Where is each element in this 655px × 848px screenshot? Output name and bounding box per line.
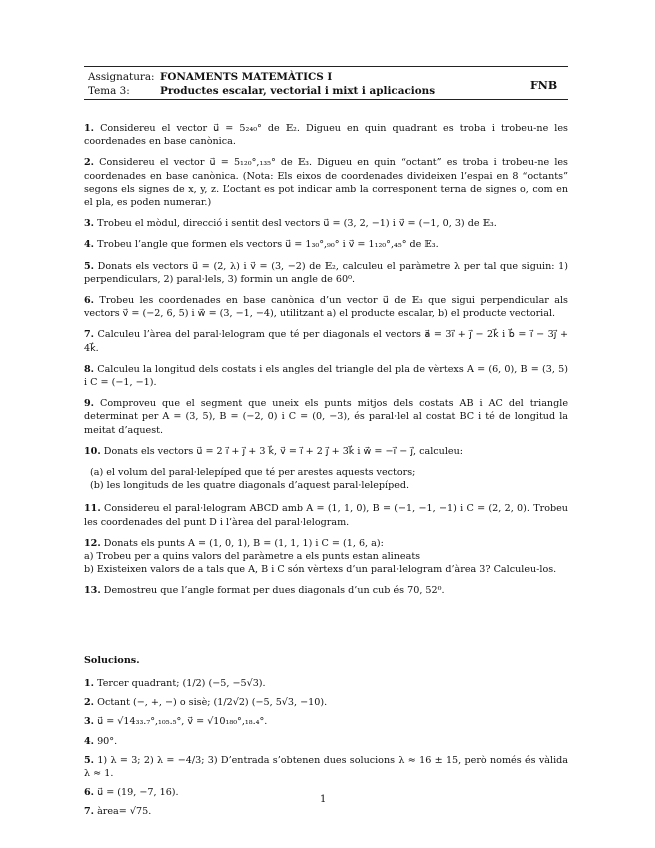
problem-12-item-b: b) Existeixen valors de a tals que A, B i C són vèrtexs d’un paral·lelogram d’àrea 3? Calculeu-los. [84,564,557,576]
subject-row [88,70,568,84]
solution-3 [84,715,568,728]
problem-text: Considereu el vector u⃗ = 5₂₄₀° de 𝔼₂. Digueu en quin quadrant es troba i trobeu-ne les coordenades en base canònica. [84,123,568,148]
problem-text: Considereu el vector u⃗ = 5₁₂₀°,₁₃₅° de 𝔼₃. Digueu en quin “octant” es troba i trobeu-ne les coordenades en base canònica. (Nota: Els eixos de coordenades divideixen l’espai en 8 “octants” segons els signes de x, y, z. L’octant es pot indicar amb la corresponent terna de signes o, com en el pla, es poden numerar.) [84,157,568,209]
solutions-title: Solucions. [84,654,140,666]
solution-number: 1. [84,677,95,689]
problem-text: Trobeu les coordenades en base canònica d’un vector u⃗ de 𝔼₃ que sigui perpendicular als vectors v⃗ = (−2, 6, 5) i w⃗ = (3, −1, −4), utilitzant a) el producte escalar, b) el producte vectorial. [84,295,568,320]
solution-number: 7. [84,806,95,818]
problem-text: Trobeu el mòdul, direcció i sentit desl vectors u⃗ = (3, 2, −1) i v⃗ = (−1, 0, 3) de 𝔼₃. [97,218,497,230]
problem-number: 8. [84,363,95,375]
problem-text: Considereu el paral·lelogram ABCD amb A = (1, 1, 0), B = (−1, −1, −1) i C = (2, 2, 0). Trobeu les coordenades del punt D i l’àrea del paral·lelogram. [84,503,568,528]
solution-number: 2. [84,697,95,709]
header-right-code: FNB [530,79,558,92]
problem-text: Donats els punts A = (1, 0, 1), B = (1, 1, 1) i C = (1, 6, a): [103,537,384,549]
solution-text: u⃗ = √14₃₃.₇°,₁₀₅.₅°, v⃗ = √10₁₈₀°,₁₈.₄°. [97,716,268,728]
problem-5 [84,260,568,286]
solution-text: àrea= √75. [97,806,152,818]
problem-number: 9. [84,398,95,410]
problem-text: Demostreu que l’angle format per dues diagonals d’un cub és 70, 52⁰. [103,585,445,597]
page-number: 1 [320,794,327,805]
solution-number: 4. [84,735,95,747]
problem-11 [84,502,568,528]
problem-text: Donats els vectors u⃗ = (2, λ) i v⃗ = (3, −2) de 𝔼₂, calculeu el paràmetre λ per tal que siguin: 1) perpendiculars, 2) paral·lels, 3) formin un angle de 60⁰. [84,260,568,285]
solution-text: Tercer quadrant; (1/2) (−5, −5√3). [97,677,266,689]
solution-2 [84,696,568,709]
problem-text: Trobeu l’angle que formen els vectors u⃗ = 1₃₀°,₉₀° i v⃗ = 1₁₂₀°,₄₅° de 𝔼₃. [97,239,439,251]
problem-2 [84,156,568,209]
problem-text: Calculeu la longitud dels costats i els angles del triangle del pla de vèrtexs A = (6, 0), B = (3, 5) i C = (−1, −1). [84,363,568,389]
problem-12-item-a: a) Trobeu per a quins valors del paràmetre a els punts estan alineats [84,551,421,563]
problem-number: 4. [84,239,95,251]
problem-number: 1. [84,123,95,134]
solution-1 [84,677,568,690]
solution-number: 6. [84,787,95,799]
problem-4 [84,238,568,251]
problem-10-item-b: (b) les longituds de les quatre diagonals d’aquest paral·lelepíped. [90,480,410,492]
problem-text: Comproveu que el segment que uneix els punts mitjos dels costats AB i AC del triangle determinat per A = (3, 5), B = (−2, 0) i C = (0, −3), és paral·lel al costat BC i té de longitud la meitat d’aquest. [84,398,568,436]
problem-number: 13. [84,585,101,597]
problem-3 [84,217,568,230]
solution-text: u⃗ = (19, −7, 16). [97,787,179,799]
problem-number: 6. [84,295,95,307]
topic-row [88,84,568,98]
content [84,122,568,825]
problem-8 [84,363,568,389]
spacer [84,492,568,502]
problem-10 [84,445,568,458]
problem-number: 2. [84,157,95,169]
problem-number: 12. [84,537,101,549]
header [88,70,568,98]
solution-number: 3. [84,716,95,728]
problem-number: 10. [84,445,101,457]
solution-text: 90°. [97,735,118,747]
problem-1 [84,122,568,148]
problem-number: 3. [84,218,95,230]
solution-4 [84,735,568,748]
topic-label: Tema 3: [88,85,130,97]
problem-13 [84,584,568,597]
problem-number: 7. [84,329,95,341]
solution-text: 1) λ = 3; 2) λ = −4/3; 3) D’entrada s’obtenen dues solucions λ ≈ 16 ± 15, però només és vàlida λ ≈ 1. [84,754,568,779]
problem-6 [84,294,568,320]
solution-5 [84,754,568,780]
header-rule-top [84,66,568,67]
problem-text: Calculeu l’àrea del paral·lelogram que té per diagonals el vectors a⃗ = 3i⃗ + j⃗ − 2k⃗ i b⃗ = i⃗ − 3j⃗ + 4k⃗. [84,329,568,354]
problem-number: 5. [84,260,95,272]
subject-value: FONAMENTS MATEMÀTICS I [160,71,333,83]
topic-value: Productes escalar, vectorial i mixt i aplicacions [160,85,436,97]
spacer [84,606,568,654]
problem-10-item-a: (a) el volum del paral·lelepíped que té per arestes aquests vectors; [90,467,416,479]
solution-text: Octant (−, +, −) o sisè; (1/2√2) (−5, 5√3, −10). [97,697,328,709]
subject-label: Assignatura: [88,71,155,83]
problem-text: Donats els vectors u⃗ = 2 i⃗ + j⃗ + 3 k⃗, v⃗ = i⃗ + 2 j⃗ + 3k⃗ i w⃗ = −i⃗ − j⃗, calculeu: [103,445,463,457]
problem-9 [84,397,568,437]
header-rule-bottom [84,99,568,100]
problem-12 [84,537,568,550]
solution-number: 5. [84,754,95,766]
problem-number: 11. [84,503,101,515]
solution-7 [84,805,568,818]
problem-7 [84,328,568,354]
